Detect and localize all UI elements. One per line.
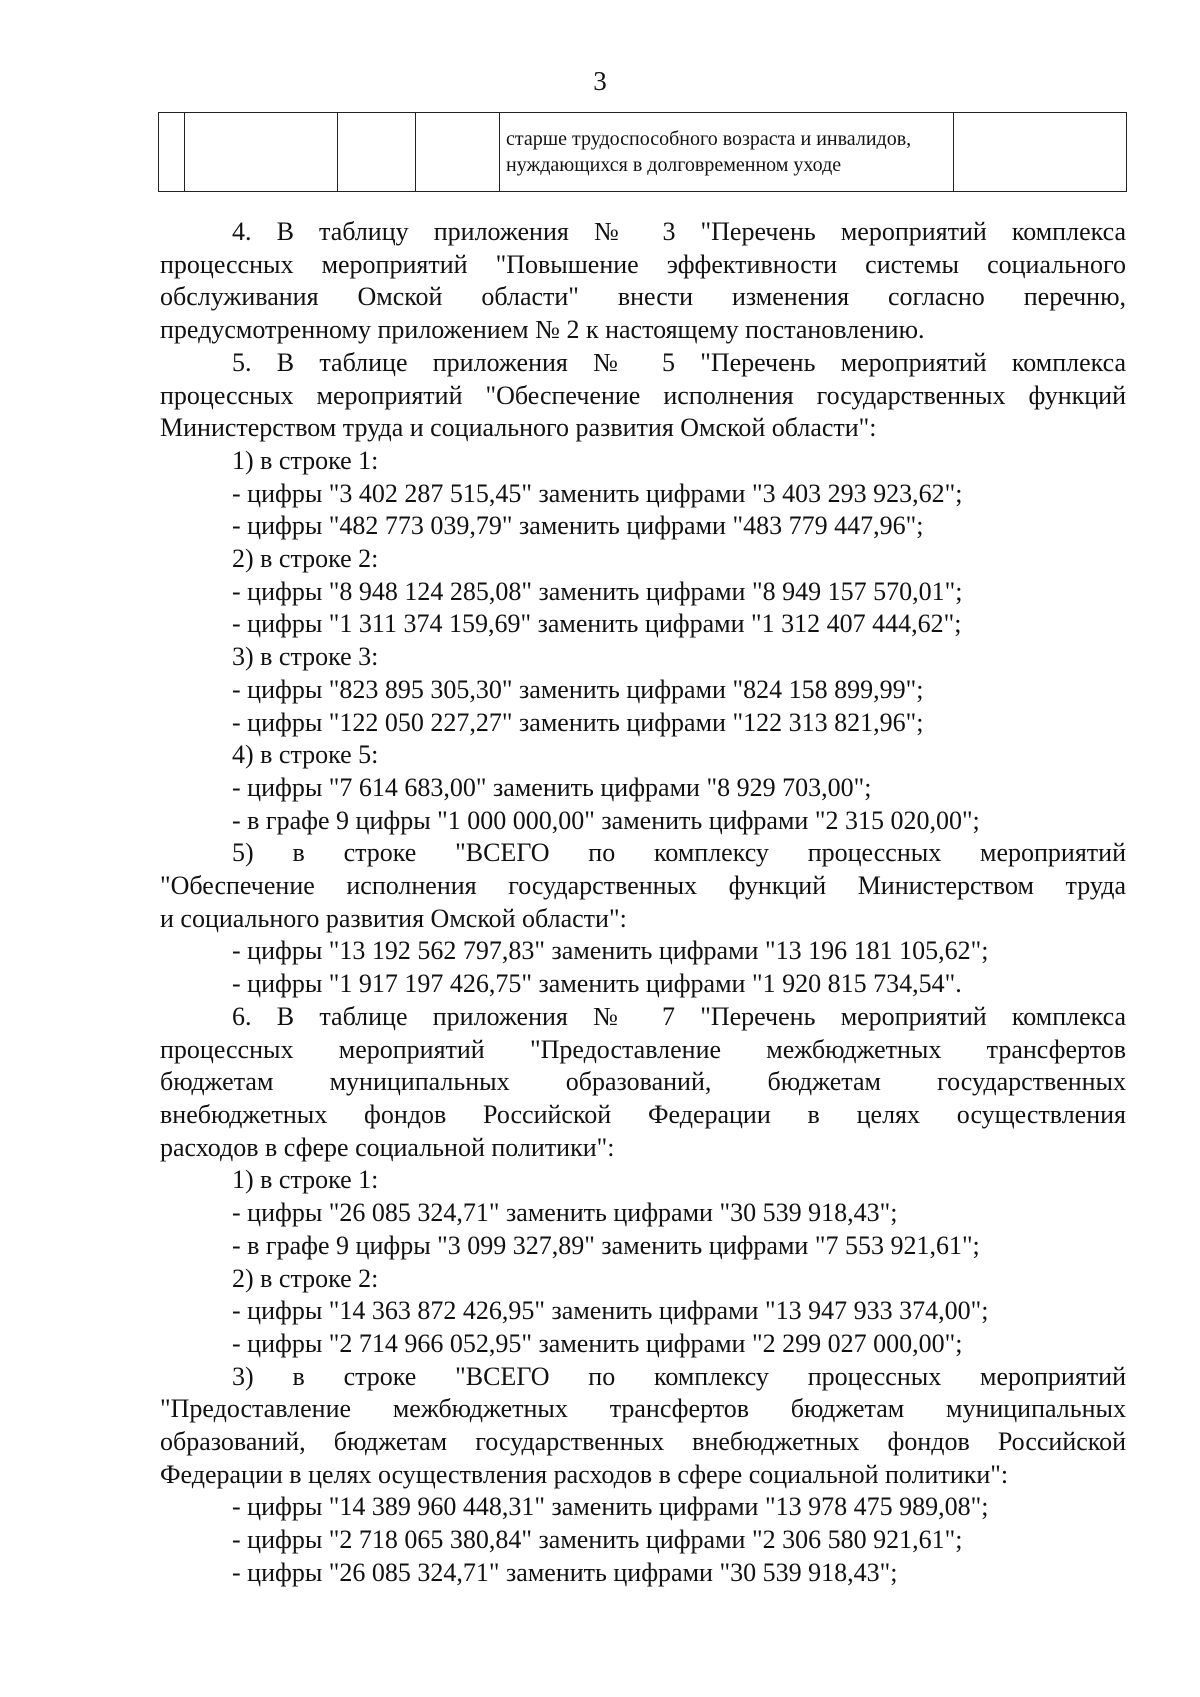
list-item: - цифры "2 714 966 052,95" заменить цифрами "2 299 027 000,00"; — [232, 1328, 963, 1358]
paragraph-line: Федерации в целях осуществления расходов в сфере социальной политики": — [160, 1459, 1009, 1489]
paragraph-line: 6. В таблице приложения № 7 "Перечень мероприятий комплекса — [232, 1001, 1126, 1031]
list-item: 2) в строке 2: — [232, 544, 379, 574]
paragraph-line: процессных мероприятий "Обеспечение исполнения государственных функций — [160, 380, 1126, 410]
paragraph-line: внебюджетных фондов Российской Федерации в целях осуществления — [160, 1099, 1126, 1129]
table-cell — [159, 113, 185, 192]
paragraph-line: 3) в строке "ВСЕГО по комплексу процессных мероприятий — [232, 1361, 1126, 1391]
list-item: 1) в строке 1: — [232, 445, 379, 475]
paragraph-line: "Обеспечение исполнения государственных функций Министерством труда — [160, 871, 1126, 901]
list-item: 4) в строке 5: — [232, 740, 379, 770]
paragraph-line: "Предоставление межбюджетных трансфертов бюджетам муниципальных — [160, 1394, 1126, 1424]
list-item: - цифры "3 402 287 515,45" заменить цифрами "3 403 293 923,62"; — [232, 478, 963, 508]
list-item: - цифры "26 085 324,71" заменить цифрами "30 539 918,43"; — [232, 1557, 898, 1587]
page-number: 3 — [593, 66, 607, 96]
paragraph-line: расходов в сфере социальной политики": — [160, 1132, 615, 1162]
list-item: - цифры "26 085 324,71" заменить цифрами "30 539 918,43"; — [232, 1198, 898, 1228]
document-body — [160, 216, 1126, 1590]
list-item: - в графе 9 цифры "3 099 327,89" заменить цифрами "7 553 921,61"; — [232, 1230, 980, 1260]
table-cell — [954, 113, 1127, 192]
list-item: - цифры "482 773 039,79" заменить цифрами "483 779 447,96"; — [232, 511, 924, 541]
list-item: - цифры "122 050 227,27" заменить цифрами "122 313 821,96"; — [232, 707, 924, 737]
cell-line: нуждающихся в долговременном уходе — [506, 154, 842, 176]
list-item: - цифры "823 895 305,30" заменить цифрами "824 158 899,99"; — [232, 674, 924, 704]
paragraph-line: 4. В таблицу приложения № 3 "Перечень мероприятий комплекса — [232, 217, 1126, 246]
paragraph-line: процессных мероприятий "Повышение эффективности системы социального — [160, 249, 1126, 279]
paragraph-line: обслуживания Омской области" внести изменения согласно перечню, — [160, 282, 1126, 312]
paragraph-line: 5. В таблице приложения № 5 "Перечень мероприятий комплекса — [232, 347, 1126, 377]
paragraph-line: предусмотренному приложением № 2 к настоящему постановлению. — [160, 315, 925, 345]
list-item: - цифры "2 718 065 380,84" заменить цифрами "2 306 580 921,61"; — [232, 1525, 963, 1555]
list-item: 2) в строке 2: — [232, 1263, 379, 1293]
list-item: - цифры "7 614 683,00" заменить цифрами "8 929 703,00"; — [232, 772, 872, 802]
paragraph-line: процессных мероприятий "Предоставление межбюджетных трансфертов — [160, 1034, 1126, 1064]
table-cell — [338, 113, 416, 192]
paragraph-line: бюджетам муниципальных образований, бюджетам государственных — [160, 1067, 1126, 1097]
paragraph-line: Министерством труда и социального развития Омской области": — [160, 413, 877, 443]
list-item: - цифры "1 311 374 159,69" заменить цифрами "1 312 407 444,62"; — [232, 609, 962, 639]
paragraph-line: образований, бюджетам государственных внебюджетных фондов Российской — [160, 1427, 1126, 1457]
table-cell — [416, 113, 500, 192]
table-cell-description — [500, 113, 954, 192]
list-item: - цифры "8 948 124 285,08" заменить цифрами "8 949 157 570,01"; — [232, 576, 963, 606]
list-item: - цифры "1 917 197 426,75" заменить цифрами "1 920 815 734,54". — [232, 969, 962, 999]
list-item: 1) в строке 1: — [232, 1165, 379, 1195]
list-item: - в графе 9 цифры "1 000 000,00" заменить цифрами "2 315 020,00"; — [232, 805, 980, 835]
continuation-table — [158, 112, 1127, 192]
cell-line: старше трудоспособного возраста и инвалидов, — [506, 128, 912, 150]
list-item: - цифры "14 389 960 448,31" заменить цифрами "13 978 475 989,08"; — [232, 1492, 989, 1522]
table-cell — [185, 113, 338, 192]
paragraph-line: и социального развития Омской области": — [160, 903, 627, 933]
table-row — [159, 113, 1127, 192]
list-item: - цифры "14 363 872 426,95" заменить цифрами "13 947 933 374,00"; — [232, 1296, 989, 1326]
list-item: 3) в строке 3: — [232, 642, 379, 672]
paragraph-line: 5) в строке "ВСЕГО по комплексу процессных мероприятий — [232, 838, 1126, 868]
list-item: - цифры "13 192 562 797,83" заменить цифрами "13 196 181 105,62"; — [232, 936, 989, 966]
